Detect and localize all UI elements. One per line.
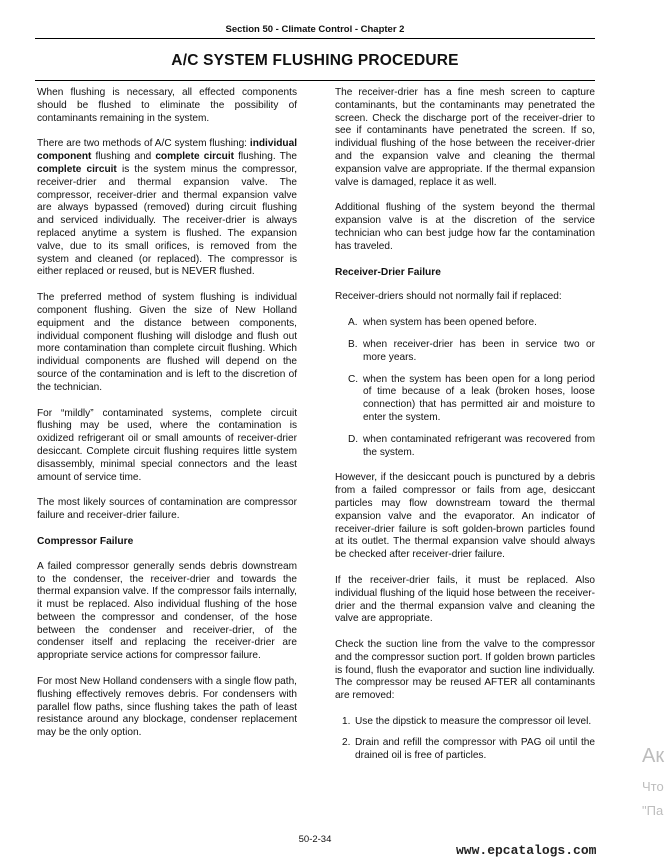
list-marker: 2.: [342, 736, 351, 748]
watermark-text: www.epcatalogs.com: [456, 843, 597, 858]
paragraph: However, if the desiccant pouch is punctured by a debris from a failed compressor or fails from age, desiccant particles may flow downstream toward the thermal expansion valve and the evaporator. An indicator of receiver-drier failure is soft golden-brown particles found at its outlet. The thermal expansion valve should always be checked after receiver-drier failure.: [335, 472, 595, 561]
paragraph: Check the suction line from the valve to the compressor and the compressor suction port. If golden brown particles is found, flush the evaporator and suction line individually. The compressor may be reused AFTER all contaminants are removed:: [335, 639, 595, 702]
list-item: [335, 716, 595, 729]
bold-term: complete circuit: [155, 151, 235, 163]
list-item: [335, 374, 595, 425]
list-marker: A.: [348, 317, 358, 329]
activation-overlay-line: Что: [642, 779, 664, 794]
list-item: [335, 339, 595, 365]
activation-overlay-line: Ак: [642, 745, 665, 767]
list-marker: B.: [348, 338, 358, 350]
bold-term: complete circuit: [37, 163, 117, 175]
activation-overlay-line: "Па: [642, 803, 664, 818]
list-text: when receiver-drier has been in service two or more years.: [363, 338, 595, 363]
alpha-list: [335, 317, 595, 459]
paragraph: The receiver-drier has a fine mesh screen to capture contaminants, but the contaminants may penetrated the screen. Check the discharge port of the receiver-drier to see if contaminants have penetrated the screen. If so, individual flushing of the hose between the receiver-drier and the expansion valve and cleaning the thermal expansion valve are appropriate. If the thermal expansion valve is damaged, replace it as well.: [335, 87, 595, 188]
list-text: when the system has been open for a long period of time because of a leak (broken hoses, loose connection) that has permitted air and moisture to enter the system.: [363, 373, 595, 423]
bold-term: individual component: [37, 138, 297, 163]
list-text: Use the dipstick to measure the compressor oil level.: [355, 716, 592, 728]
paragraph: A failed compressor generally sends debris downstream to the condenser, the receiver-drier and towards the thermal expansion valve. If the compressor fails internally, it must be replaced. Also individual flushing of the hose between the compressor and condenser, of the hose between the condenser and receiver-drier, of the condenser itself and replacing the receiver-drier are appropriate service actions for compressor failure.: [37, 560, 297, 662]
list-item: [335, 317, 595, 330]
list-item: [335, 434, 595, 460]
paragraph: Additional flushing of the system beyond the thermal expansion valve is at the discretion of the service technician who can best judge how far the contamination has traveled.: [335, 202, 595, 252]
text-run: is the system minus the compressor, receiver-drier and thermal expansion valve. The compressor, receiver-drier and thermal expansion valve are always bypassed (removed) during circuit flushing and serviced individually. The receiver-drier is always replaced anytime a system is flushed. The expansion valve, due to its small orifices, is removed from the system and cleaned (or replaced). The compressor is either replaced or reused, but is NEVER flushed.: [37, 163, 297, 278]
list-marker: C.: [348, 373, 359, 385]
paragraph: Receiver-driers should not normally fail if replaced:: [335, 291, 562, 303]
section-heading-receiver-drier-failure: Receiver-Drier Failure: [335, 266, 441, 278]
page-number: 50-2-34: [298, 834, 332, 845]
right-column: [335, 87, 595, 775]
header-rule: [35, 38, 595, 39]
section-header: Section 50 - Climate Control - Chapter 2: [225, 24, 405, 35]
paragraph: The most likely sources of contamination are compressor failure and receiver-drier failure.: [37, 497, 297, 522]
list-item: [335, 737, 595, 763]
page-title: A/C SYSTEM FLUSHING PROCEDURE: [171, 52, 459, 69]
list-text: when system has been opened before.: [363, 317, 537, 329]
text-run: There are two methods of A/C system flushing:: [37, 138, 250, 150]
list-text: when contaminated refrigerant was recovered from the system.: [363, 433, 595, 458]
title-rule: [35, 80, 595, 81]
paragraph-flushing-methods: [37, 138, 297, 279]
paragraph: The preferred method of system flushing is individual component flushing. Given the size of New Holland equipment and the distance between components, individual component flushing will dislodge and flush out more contamination than complete circuit flushing. Which individual components are flushed will depend on the source of the contamination and is left to the discretion of the technician.: [37, 292, 297, 393]
section-heading-compressor-failure: Compressor Failure: [37, 535, 134, 547]
text-run: flushing and: [91, 151, 156, 163]
paragraph: For most New Holland condensers with a single flow path, flushing effectively removes debris. For condensers with parallel flow paths, since flushing takes the path of least resistance around any blockage, condenser replacement may be the only option.: [37, 676, 297, 739]
numbered-list: [335, 716, 595, 762]
paragraph: When flushing is necessary, all effected components should be flushed to eliminate the possibility of contaminants remaining in the system.: [37, 87, 297, 124]
left-column: [37, 87, 297, 753]
text-run: flushing. The: [234, 151, 297, 163]
list-text: Drain and refill the compressor with PAG oil until the drained oil is free of particles.: [355, 736, 595, 761]
paragraph: For “mildly” contaminated systems, complete circuit flushing may be used, where the contamination is oxidized refrigerant oil or small amounts of receiver-drier desiccant. Complete circuit flushing requires little system disassembly, minimal special connectors and the least amount of service time.: [37, 407, 297, 483]
list-marker: 1.: [342, 716, 351, 728]
list-marker: D.: [348, 433, 359, 445]
paragraph: If the receiver-drier fails, it must be replaced. Also individual flushing of the liquid hose between the receiver-drier and the thermal expansion valve and cleaning the valve are appropriate.: [335, 574, 595, 625]
